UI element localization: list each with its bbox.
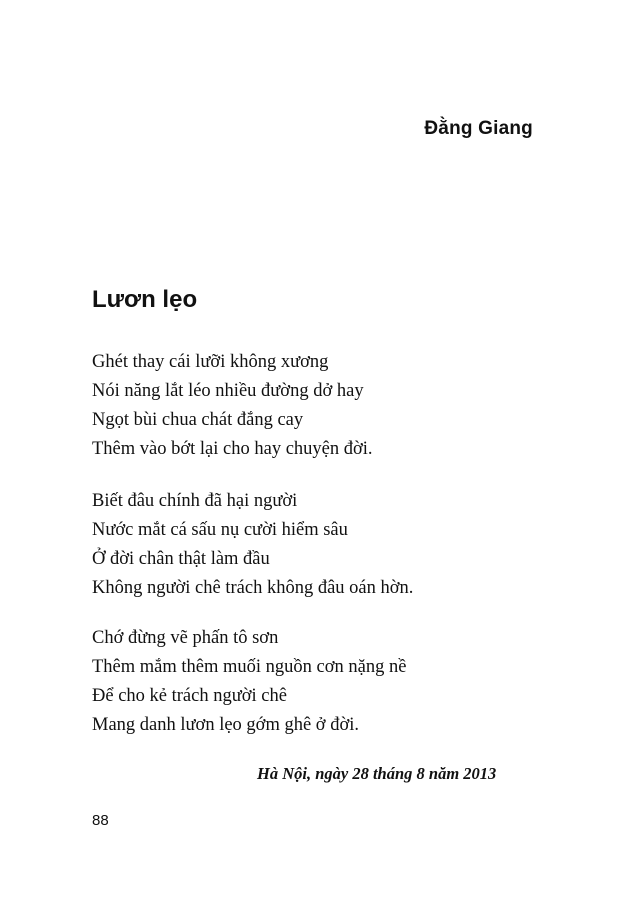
poem-line: Thêm vào bớt lại cho hay chuyện đời.: [92, 439, 373, 459]
poem-line: Ghét thay cái lưỡi không xương: [92, 352, 329, 372]
poem-line: Ở đời chân thật làm đầu: [92, 549, 270, 569]
poem-line: Ngọt bùi chua chát đắng cay: [92, 410, 304, 430]
stanza-2: [92, 487, 413, 603]
poem-line: Mang danh lươn lẹo gớm ghê ở đời.: [92, 715, 360, 735]
poem-line: Chớ đừng vẽ phấn tô sơn: [92, 628, 279, 648]
poem-line: Nói năng lắt léo nhiều đường dở hay: [92, 381, 364, 401]
poem-line: Thêm mắm thêm muối nguồn cơn nặng nề: [92, 657, 407, 677]
page-number: 88: [92, 812, 109, 829]
poem-dateline: Hà Nội, ngày 28 tháng 8 năm 2013: [257, 764, 497, 783]
author-name: Đằng Giang: [424, 118, 533, 139]
poem-title: Lươn lẹo: [92, 286, 198, 313]
poem-line: Biết đâu chính đã hại người: [92, 491, 298, 511]
poem-line: Để cho kẻ trách người chê: [92, 686, 287, 706]
stanza-3: [92, 624, 406, 740]
stanza-1: [92, 348, 373, 464]
poem-line: Nước mắt cá sấu nụ cười hiểm sâu: [92, 520, 348, 540]
poem-line: Không người chê trách không đâu oán hờn.: [92, 578, 414, 598]
